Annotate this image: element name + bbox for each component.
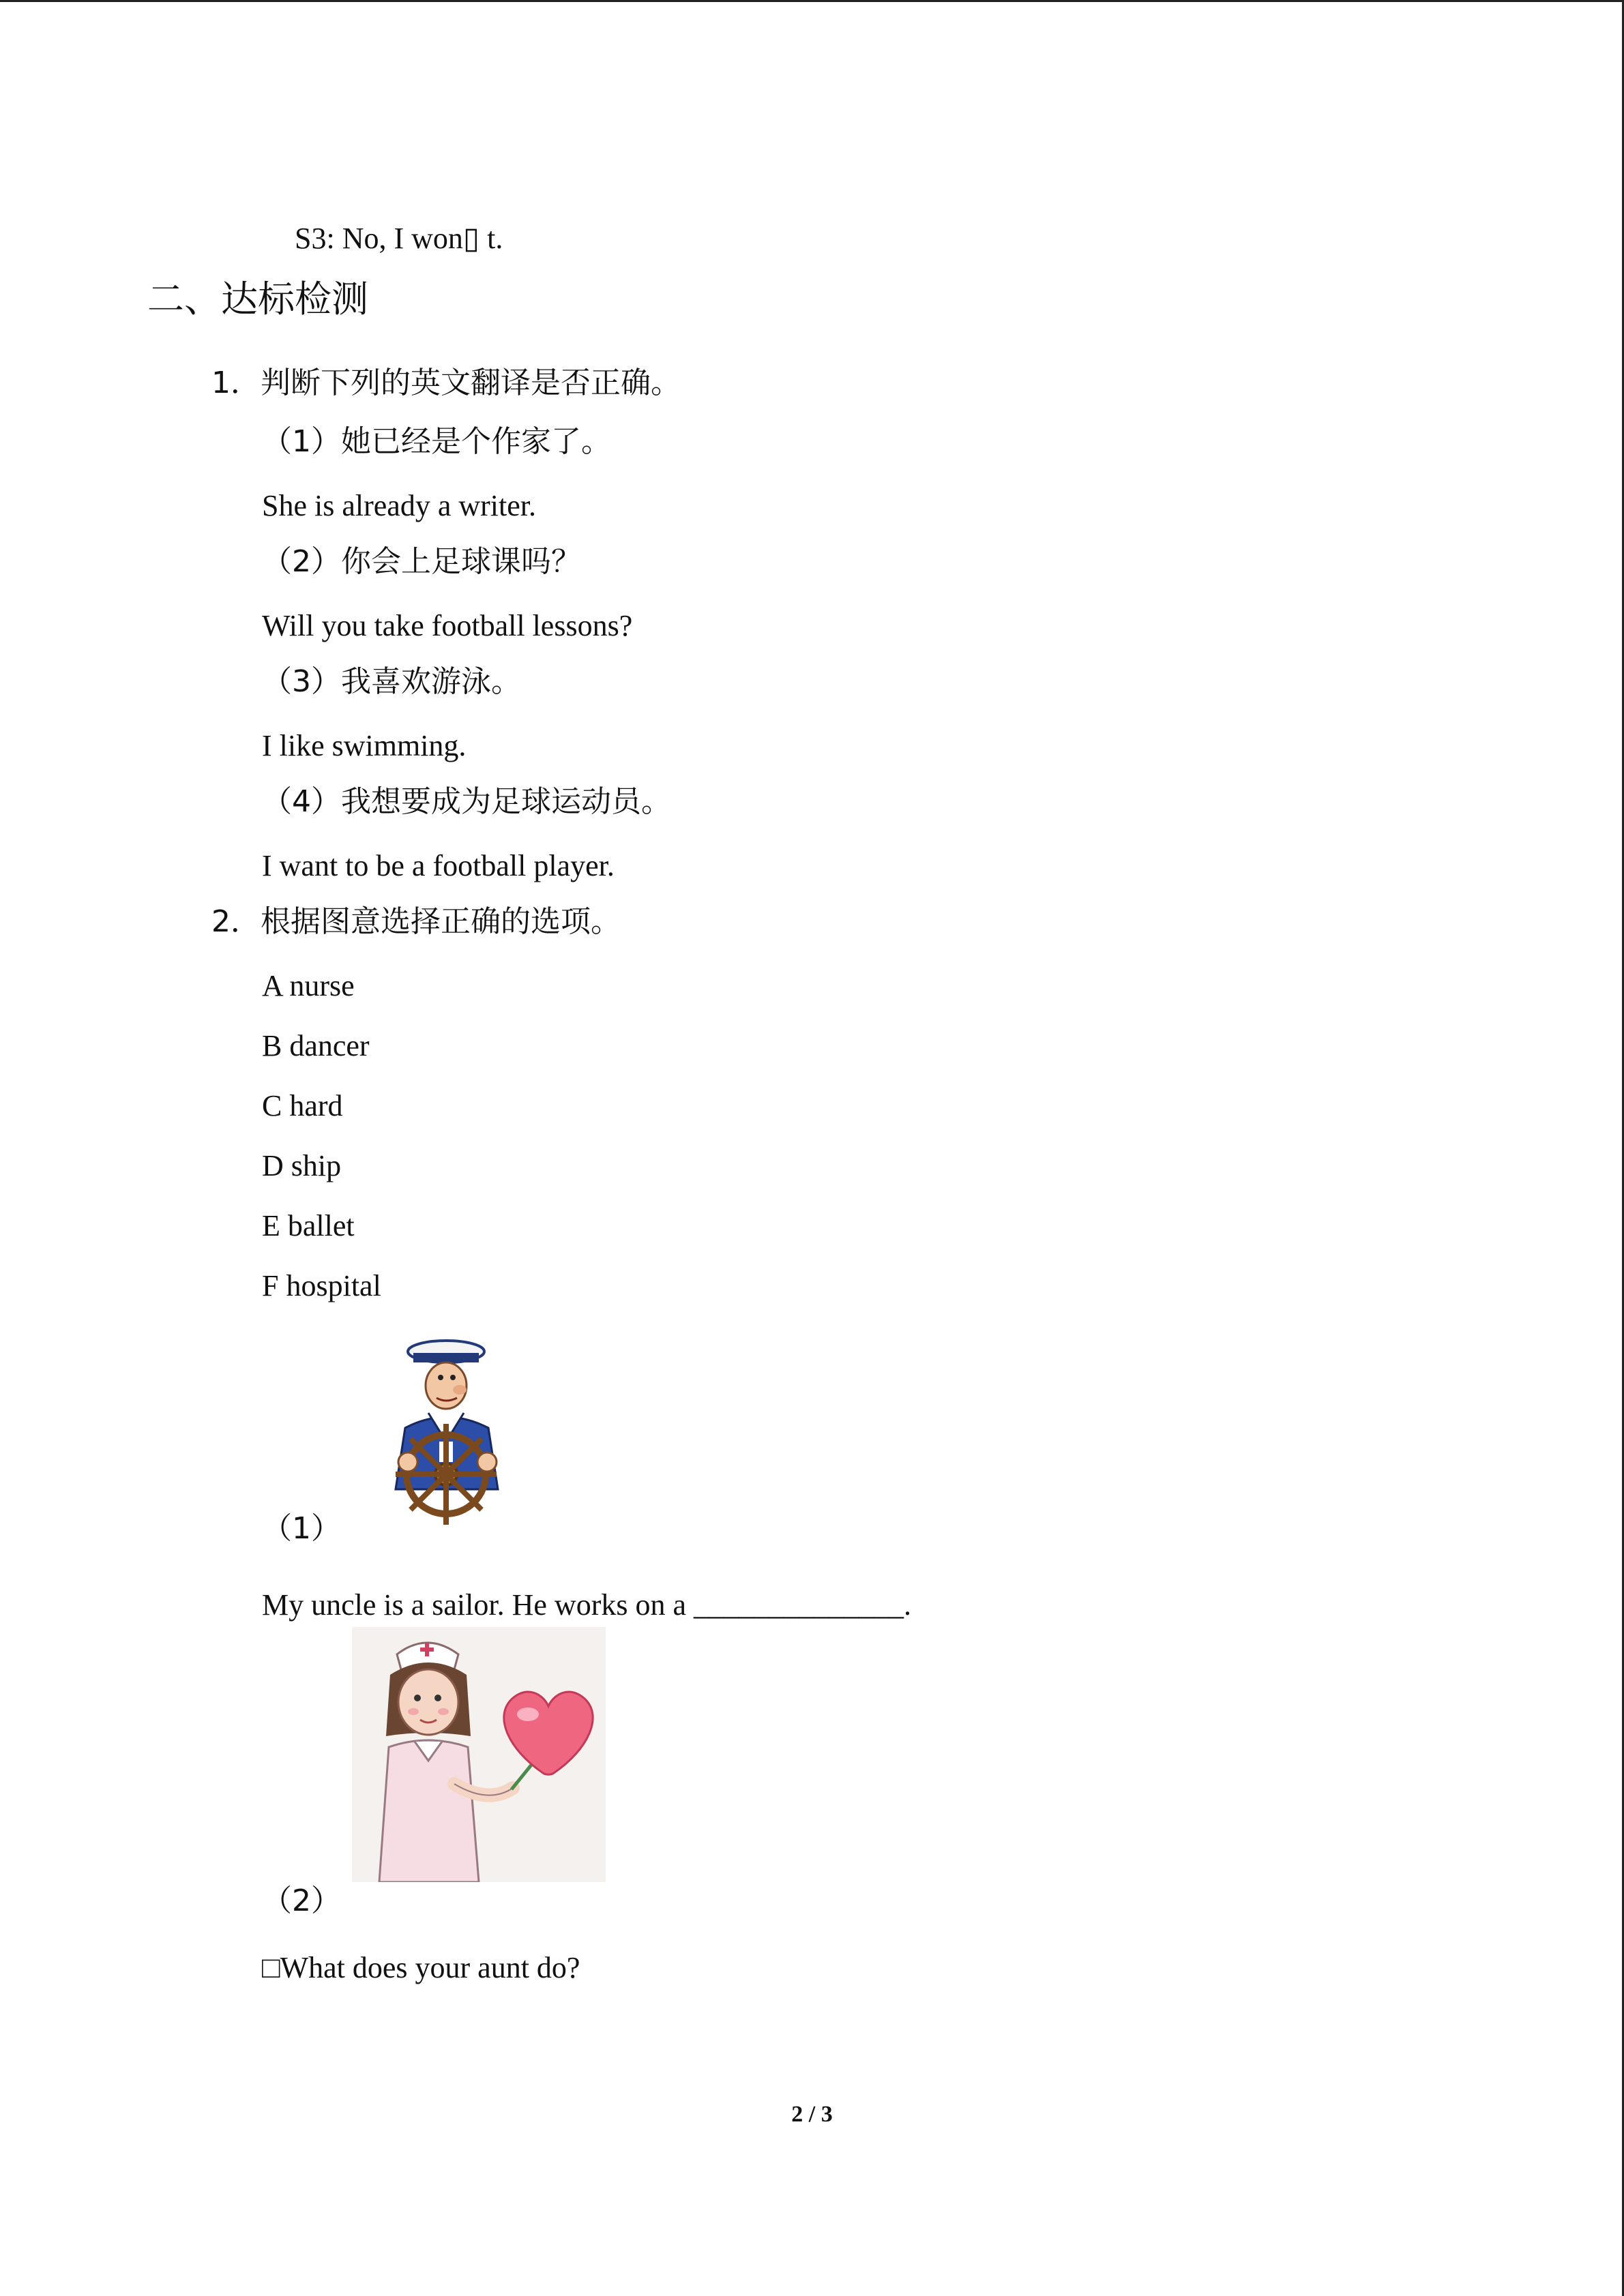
option-e: E ballet (262, 1209, 355, 1242)
question-1-1-english: She is already a writer. (262, 489, 536, 522)
question-1-2-chinese: （2）你会上足球课吗？ (262, 544, 581, 579)
item-2-question: □What does your aunt do? (262, 1951, 580, 1984)
nurse-image (352, 1627, 606, 1882)
option-b: B dancer (262, 1029, 370, 1062)
top-border (0, 0, 1624, 2)
question-1-4-english: I want to be a football player. (262, 849, 615, 882)
item-1-number: （1） (262, 1511, 341, 1546)
question-2-title: 2．根据图意选择正确的选项。 (211, 904, 621, 939)
page-number: 2 / 3 (791, 2102, 833, 2127)
question-1-2-english: Will you take football lessons? (262, 609, 633, 642)
question-1-4-chinese: （4）我想要成为足球运动员。 (262, 784, 671, 819)
option-d: D ship (262, 1149, 342, 1182)
sailor-illustration-icon (357, 1332, 536, 1527)
sailor-image (357, 1332, 536, 1527)
option-a: A nurse (262, 969, 355, 1002)
option-f: F hospital (262, 1269, 381, 1302)
section-heading: 二、达标检测 (147, 278, 368, 320)
option-c: C hard (262, 1089, 343, 1122)
dialogue-line-s3: S3: No, I won▯ t. (295, 222, 503, 255)
item-1-sentence: My uncle is a sailor. He works on a ______________. (262, 1588, 911, 1622)
question-1-1-chinese: （1）她已经是个作家了。 (262, 424, 611, 459)
nurse-illustration-icon (352, 1627, 606, 1882)
question-1-3-chinese: （3）我喜欢游泳。 (262, 664, 521, 699)
question-1-title: 1．判断下列的英文翻译是否正确。 (211, 366, 681, 400)
item-2-number: （2） (262, 1883, 341, 1918)
question-1-3-english: I like swimming. (262, 729, 467, 762)
